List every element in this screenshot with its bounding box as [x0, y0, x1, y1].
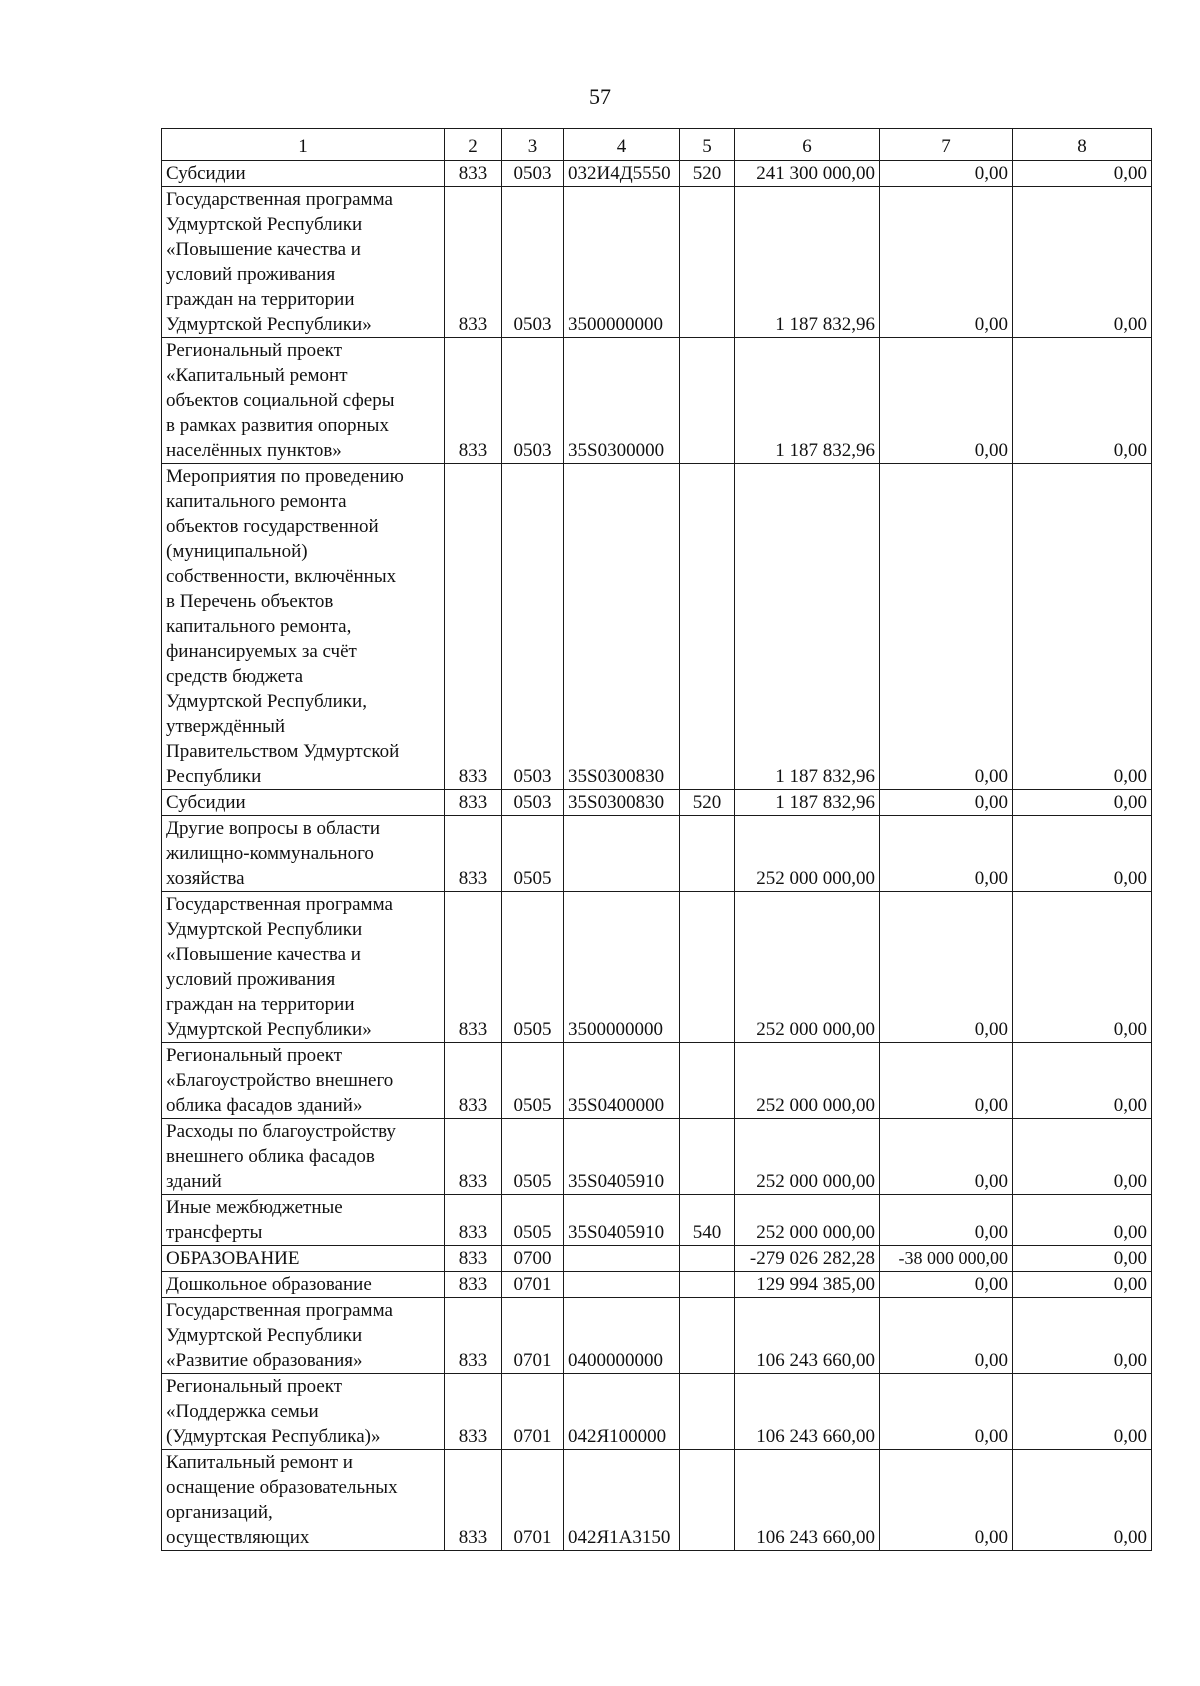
amount-col6: 252 000 000,00 [735, 892, 880, 1043]
amount-col7: 0,00 [880, 338, 1013, 464]
section-code: 0503 [502, 338, 564, 464]
table-row [162, 816, 1152, 892]
expense-type-code [680, 892, 735, 1043]
target-article-code: 35S0300830 [564, 790, 680, 816]
ministry-code: 833 [445, 464, 502, 790]
row-name: Государственная программа Удмуртской Республики «Повышение качества и условий проживания граждан на территории Удмуртской Республики» [162, 892, 445, 1043]
ministry-code: 833 [445, 187, 502, 338]
row-name: Субсидии [162, 161, 445, 187]
ministry-code: 833 [445, 1272, 502, 1298]
ministry-code: 833 [445, 338, 502, 464]
column-header: 8 [1013, 129, 1152, 161]
amount-col7: 0,00 [880, 1272, 1013, 1298]
table-row [162, 1450, 1152, 1551]
column-header: 7 [880, 129, 1013, 161]
section-code: 0701 [502, 1450, 564, 1551]
target-article-code [564, 1272, 680, 1298]
amount-col6: -279 026 282,28 [735, 1246, 880, 1272]
expense-type-code [680, 1272, 735, 1298]
amount-col6: 241 300 000,00 [735, 161, 880, 187]
table-row [162, 1298, 1152, 1374]
expense-type-code [680, 1043, 735, 1119]
target-article-code: 3500000000 [564, 187, 680, 338]
column-header: 1 [162, 129, 445, 161]
column-header: 3 [502, 129, 564, 161]
amount-col7: 0,00 [880, 790, 1013, 816]
expense-type-code [680, 1246, 735, 1272]
amount-col8: 0,00 [1013, 161, 1152, 187]
amount-col8: 0,00 [1013, 1246, 1152, 1272]
expense-type-code [680, 1298, 735, 1374]
amount-col6: 252 000 000,00 [735, 1119, 880, 1195]
expense-type-code [680, 464, 735, 790]
amount-col8: 0,00 [1013, 1195, 1152, 1246]
target-article-code: 35S0300000 [564, 338, 680, 464]
column-header: 2 [445, 129, 502, 161]
table-row [162, 1374, 1152, 1450]
expense-type-code [680, 187, 735, 338]
section-code: 0505 [502, 1043, 564, 1119]
amount-col7: 0,00 [880, 1374, 1013, 1450]
table-row [162, 1119, 1152, 1195]
ministry-code: 833 [445, 1298, 502, 1374]
table-row [162, 1043, 1152, 1119]
expense-type-code [680, 816, 735, 892]
amount-col6: 252 000 000,00 [735, 1043, 880, 1119]
amount-col8: 0,00 [1013, 1298, 1152, 1374]
target-article-code: 042Я100000 [564, 1374, 680, 1450]
amount-col7: -38 000 000,00 [880, 1246, 1013, 1272]
ministry-code: 833 [445, 161, 502, 187]
expense-type-code: 520 [680, 790, 735, 816]
amount-col7: 0,00 [880, 1119, 1013, 1195]
budget-table [161, 128, 1152, 1551]
amount-col6: 252 000 000,00 [735, 1195, 880, 1246]
section-code: 0505 [502, 1119, 564, 1195]
ministry-code: 833 [445, 816, 502, 892]
expense-type-code [680, 338, 735, 464]
amount-col8: 0,00 [1013, 816, 1152, 892]
table-row [162, 892, 1152, 1043]
row-name: Региональный проект «Поддержка семьи (Удмуртская Республика)» [162, 1374, 445, 1450]
table-row [162, 338, 1152, 464]
amount-col7: 0,00 [880, 1195, 1013, 1246]
row-name: Государственная программа Удмуртской Республики «Повышение качества и условий проживания граждан на территории Удмуртской Республики» [162, 187, 445, 338]
amount-col6: 106 243 660,00 [735, 1450, 880, 1551]
amount-col6: 1 187 832,96 [735, 464, 880, 790]
page-number: 57 [589, 84, 611, 109]
table-row [162, 1195, 1152, 1246]
row-name: Мероприятия по проведению капитального ремонта объектов государственной (муниципальной) собственности, включённых в Перечень объектов капитального ремонта, финансируемых за счёт средств бюджета Удмуртской Республики, утверждённый Правительством Удмуртской Республики [162, 464, 445, 790]
table-row [162, 1246, 1152, 1272]
amount-col6: 129 994 385,00 [735, 1272, 880, 1298]
section-code: 0503 [502, 161, 564, 187]
table-row [162, 464, 1152, 790]
table-row [162, 187, 1152, 338]
target-article-code: 35S0405910 [564, 1195, 680, 1246]
ministry-code: 833 [445, 1195, 502, 1246]
section-code: 0700 [502, 1246, 564, 1272]
section-code: 0701 [502, 1374, 564, 1450]
row-name: Дошкольное образование [162, 1272, 445, 1298]
target-article-code [564, 816, 680, 892]
section-code: 0505 [502, 1195, 564, 1246]
column-header: 4 [564, 129, 680, 161]
section-code: 0505 [502, 892, 564, 1043]
amount-col8: 0,00 [1013, 790, 1152, 816]
section-code: 0701 [502, 1298, 564, 1374]
section-code: 0503 [502, 464, 564, 790]
amount-col7: 0,00 [880, 187, 1013, 338]
target-article-code: 35S0405910 [564, 1119, 680, 1195]
amount-col8: 0,00 [1013, 1272, 1152, 1298]
row-name: Региональный проект «Капитальный ремонт объектов социальной сферы в рамках развития опорных населённых пунктов» [162, 338, 445, 464]
amount-col8: 0,00 [1013, 1450, 1152, 1551]
row-name: Другие вопросы в области жилищно-коммунального хозяйства [162, 816, 445, 892]
amount-col6: 1 187 832,96 [735, 790, 880, 816]
table-row [162, 1272, 1152, 1298]
ministry-code: 833 [445, 1043, 502, 1119]
amount-col8: 0,00 [1013, 892, 1152, 1043]
amount-col8: 0,00 [1013, 187, 1152, 338]
amount-col7: 0,00 [880, 1450, 1013, 1551]
column-header: 6 [735, 129, 880, 161]
ministry-code: 833 [445, 1246, 502, 1272]
amount-col6: 106 243 660,00 [735, 1298, 880, 1374]
section-code: 0505 [502, 816, 564, 892]
table-row [162, 790, 1152, 816]
amount-col6: 1 187 832,96 [735, 338, 880, 464]
ministry-code: 833 [445, 790, 502, 816]
amount-col7: 0,00 [880, 161, 1013, 187]
column-header: 5 [680, 129, 735, 161]
amount-col7: 0,00 [880, 816, 1013, 892]
table-body [162, 161, 1152, 1551]
table-row [162, 161, 1152, 187]
row-name: Государственная программа Удмуртской Республики «Развитие образования» [162, 1298, 445, 1374]
amount-col7: 0,00 [880, 1043, 1013, 1119]
amount-col7: 0,00 [880, 464, 1013, 790]
amount-col8: 0,00 [1013, 1043, 1152, 1119]
row-name: Субсидии [162, 790, 445, 816]
expense-type-code: 540 [680, 1195, 735, 1246]
ministry-code: 833 [445, 1450, 502, 1551]
ministry-code: 833 [445, 1119, 502, 1195]
target-article-code: 35S0400000 [564, 1043, 680, 1119]
header-row [162, 129, 1152, 161]
section-code: 0701 [502, 1272, 564, 1298]
amount-col6: 1 187 832,96 [735, 187, 880, 338]
amount-col8: 0,00 [1013, 1119, 1152, 1195]
amount-col7: 0,00 [880, 1298, 1013, 1374]
row-name: ОБРАЗОВАНИЕ [162, 1246, 445, 1272]
amount-col7: 0,00 [880, 892, 1013, 1043]
amount-col6: 106 243 660,00 [735, 1374, 880, 1450]
section-code: 0503 [502, 790, 564, 816]
target-article-code [564, 1246, 680, 1272]
amount-col8: 0,00 [1013, 464, 1152, 790]
row-name: Иные межбюджетные трансферты [162, 1195, 445, 1246]
amount-col8: 0,00 [1013, 1374, 1152, 1450]
section-code: 0503 [502, 187, 564, 338]
amount-col6: 252 000 000,00 [735, 816, 880, 892]
ministry-code: 833 [445, 1374, 502, 1450]
ministry-code: 833 [445, 892, 502, 1043]
target-article-code: 042Я1А3150 [564, 1450, 680, 1551]
expense-type-code [680, 1374, 735, 1450]
target-article-code: 3500000000 [564, 892, 680, 1043]
target-article-code: 35S0300830 [564, 464, 680, 790]
row-name: Региональный проект «Благоустройство внешнего облика фасадов зданий» [162, 1043, 445, 1119]
target-article-code: 0400000000 [564, 1298, 680, 1374]
target-article-code: 032И4Д5550 [564, 161, 680, 187]
row-name: Капитальный ремонт и оснащение образовательных организаций, осуществляющих [162, 1450, 445, 1551]
expense-type-code: 520 [680, 161, 735, 187]
amount-col8: 0,00 [1013, 338, 1152, 464]
expense-type-code [680, 1119, 735, 1195]
expense-type-code [680, 1450, 735, 1551]
row-name: Расходы по благоустройству внешнего облика фасадов зданий [162, 1119, 445, 1195]
